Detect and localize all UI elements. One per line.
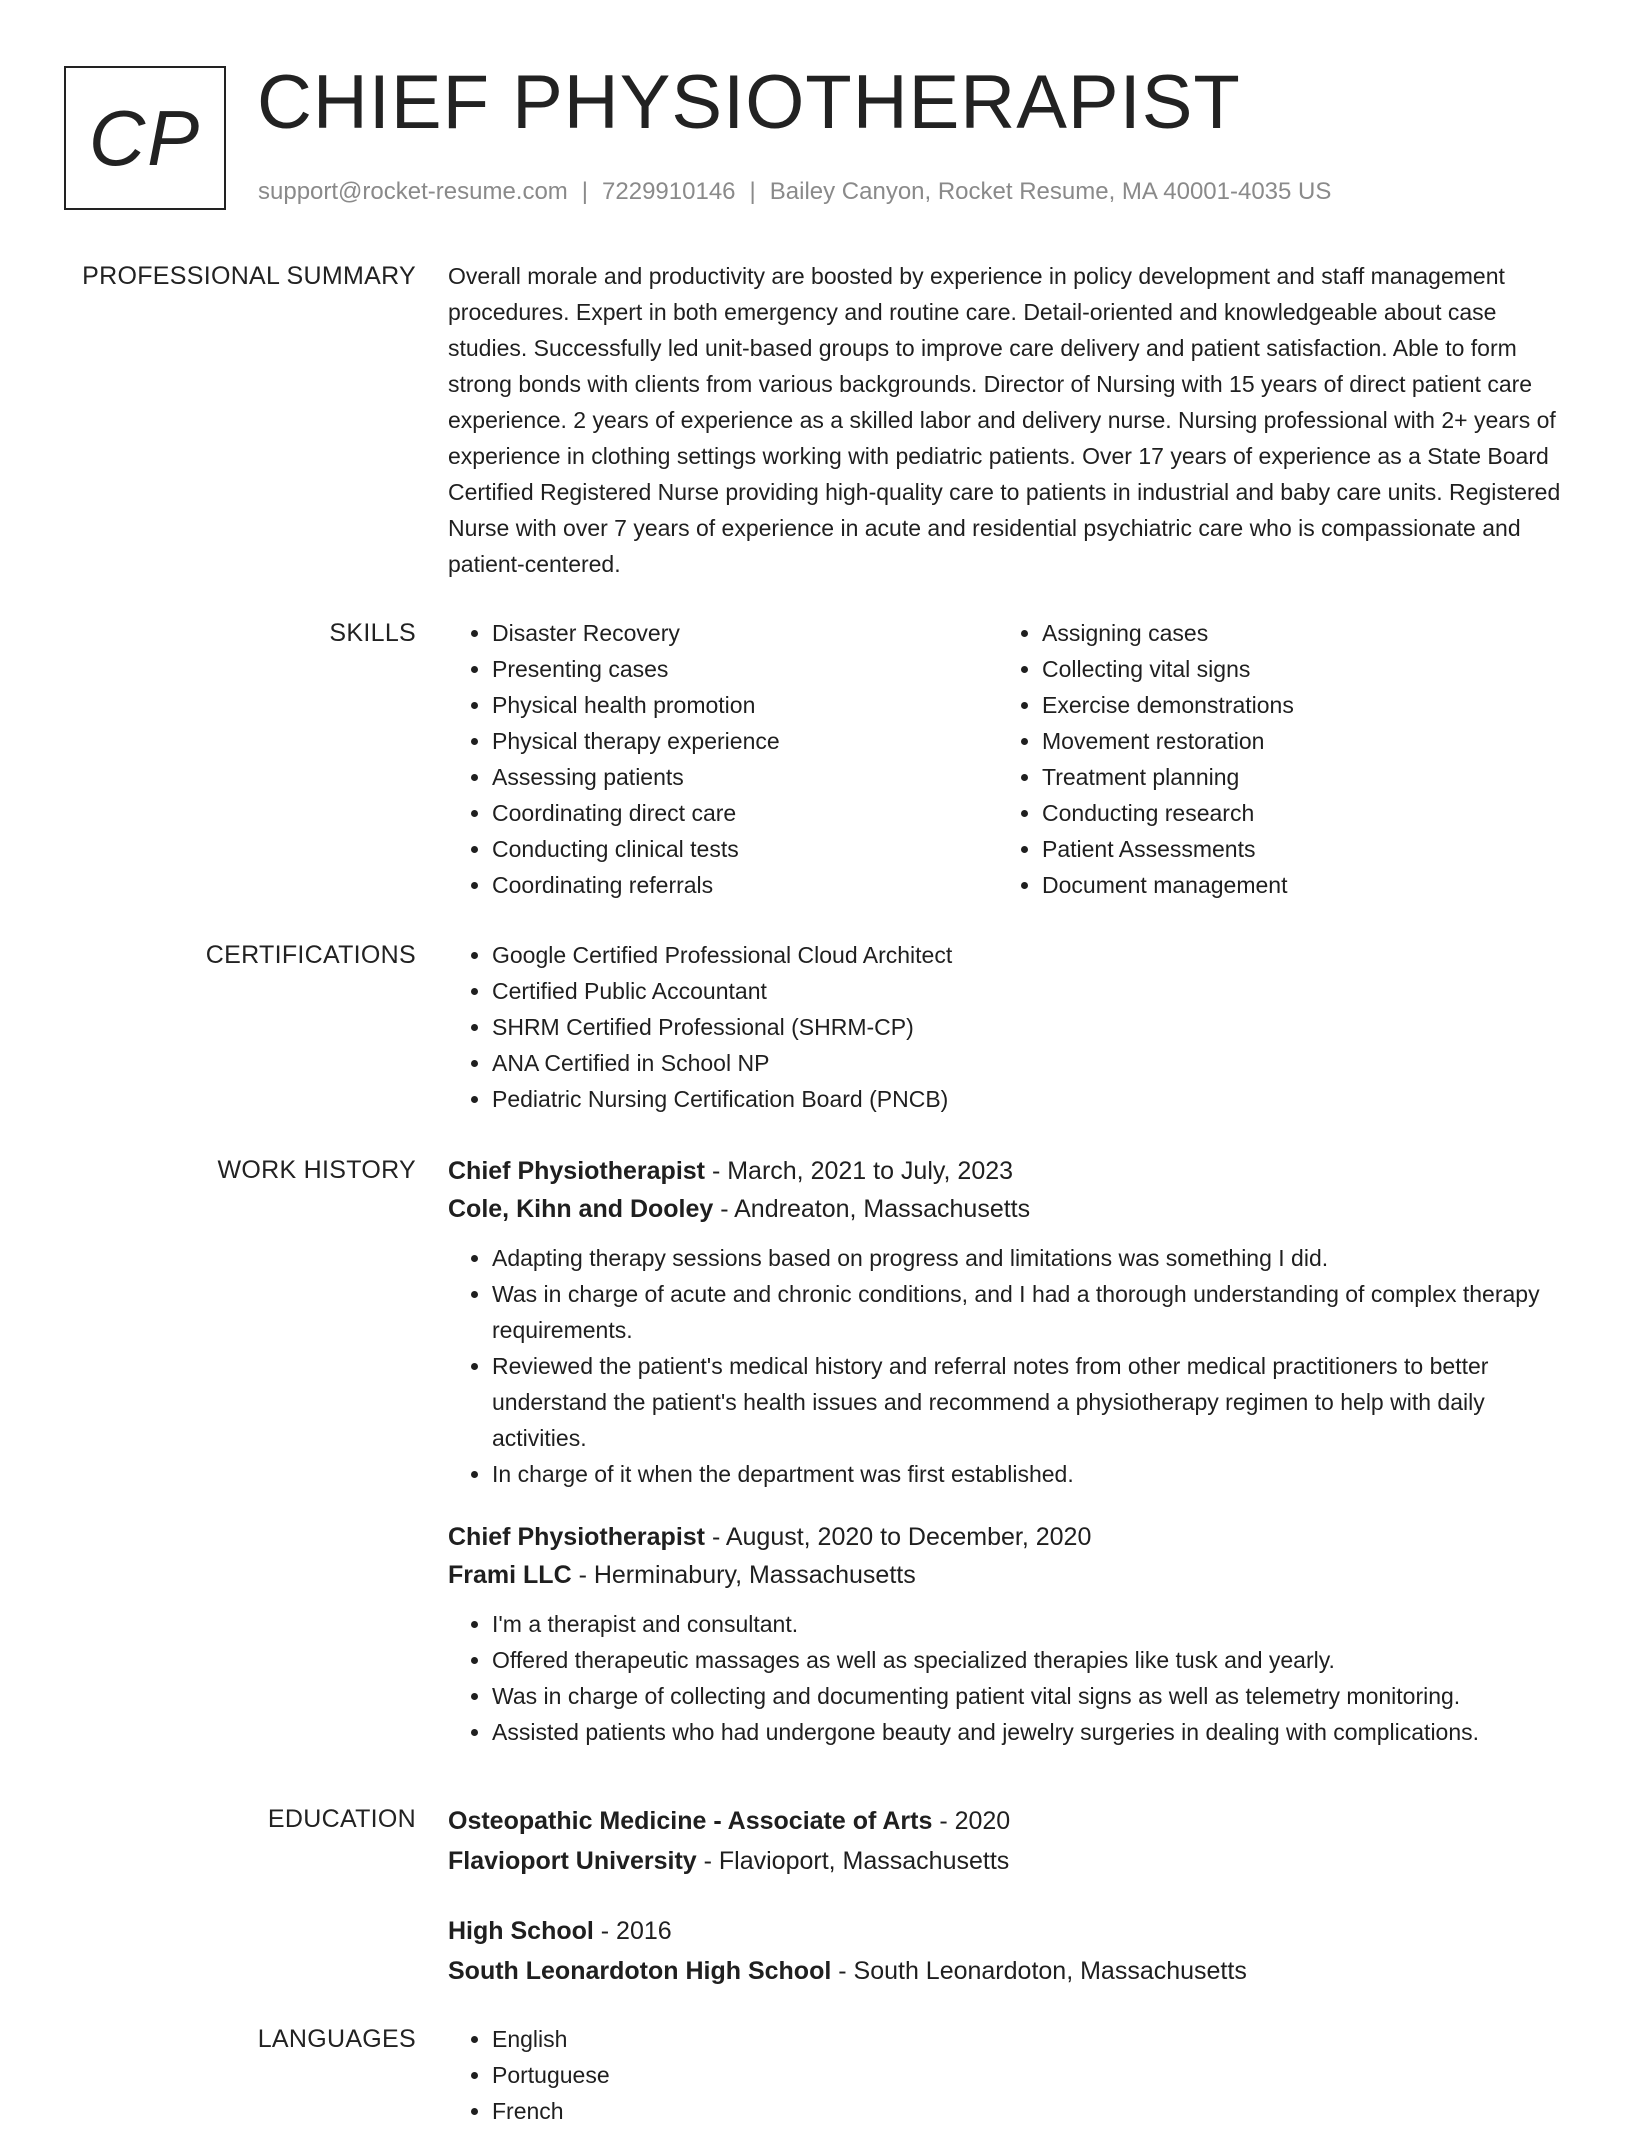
skill-item: • Disaster Recovery [492,615,998,651]
language-item: • English [492,2021,1568,2057]
job-duty: • Assisted patients who had undergone beauty and jewelry surgeries in dealing with complications. [492,1714,1568,1750]
job-duty: • Offered therapeutic massages as well as specialized therapies like tusk and yearly. [492,1642,1568,1678]
certification-item: • ANA Certified in School NP [492,1045,1568,1081]
job-duty: • I'm a therapist and consultant. [492,1606,1568,1642]
languages-list [448,2021,1568,2129]
job-title-line [448,1518,1568,1556]
job-company-line [448,1556,1568,1594]
job-role: Chief Physiotherapist [448,1157,705,1185]
education-degree: High School [448,1917,594,1945]
certification-item: • Pediatric Nursing Certification Board (PNCB) [492,1081,1568,1117]
certification-item: • Certified Public Accountant [492,973,1568,1009]
contact-separator: | [749,178,756,205]
monogram: CP [64,66,226,210]
education-body [448,1801,1568,2021]
skill-item: • Physical therapy experience [492,723,998,759]
skills-body [448,615,1568,903]
skill-item: • Exercise demonstrations [1042,687,1548,723]
education-location: - Flavioport, Massachusetts [696,1847,1010,1875]
section-title-certifications: CERTIFICATIONS [205,941,416,969]
skill-item: • Conducting clinical tests [492,831,998,867]
skills-list-right [998,615,1548,903]
job-entry [448,1152,1568,1492]
education-degree-line [448,1801,1568,1841]
job-duty: • Reviewed the patient's medical history and referral notes from other medical practitioners to better understand the patient's health issues and recommend a physiotherapy regimen to help with daily activities. [492,1348,1568,1456]
job-role: Chief Physiotherapist [448,1523,705,1551]
education-entry [448,1911,1568,1991]
job-dates: - August, 2020 to December, 2020 [705,1523,1092,1551]
address: Bailey Canyon, Rocket Resume, MA 40001-4035 US [769,178,1332,205]
job-duty: • In charge of it when the department was first established. [492,1456,1568,1492]
job-location: - Herminabury, Massachusetts [571,1561,916,1589]
phone[interactable]: 7229910146 [602,178,736,205]
work-body [448,1152,1568,1776]
education-year: - 2016 [593,1917,672,1945]
resume-title: CHIEF PHYSIOTHERAPIST [257,60,1241,145]
job-duty: • Adapting therapy sessions based on progress and limitations was something I did. [492,1240,1568,1276]
language-item: • Portuguese [492,2057,1568,2093]
languages-body [448,2021,1568,2129]
summary-text: Overall morale and productivity are boosted by experience in policy development and staff management procedures. Expert in both emergency and routine care. Detail-oriented and knowledgeable about case studies. Successfully led unit-based groups to improve care delivery and patient satisfaction. Able to form strong bonds with clients from various backgrounds. Director of Nursing with 15 years of direct patient care experience. 2 years of experience as a skilled labor and delivery nurse. Nursing professional with 2+ years of experience in clothing settings working with pediatric patients. Over 17 years of experience as a State Board Certified Registered Nurse providing high-quality care to patients in industrial and baby care units. Registered Nurse with over 7 years of experience in acute and residential psychiatric care who is compassionate and patient-centered. [448,263,1561,577]
education-school-line [448,1951,1568,1991]
skill-item: • Coordinating referrals [492,867,998,903]
skill-item: • Document management [1042,867,1548,903]
skill-item: • Conducting research [1042,795,1548,831]
job-duty: • Was in charge of acute and chronic conditions, and I had a thorough understanding of complex therapy requirements. [492,1276,1568,1348]
skill-item: • Presenting cases [492,651,998,687]
contact-separator: | [581,178,589,205]
skill-item: • Collecting vital signs [1042,651,1548,687]
certification-item: • Google Certified Professional Cloud Architect [492,937,1568,973]
section-title-languages: LANGUAGES [257,2025,416,2053]
education-entry [448,1801,1568,1881]
certification-item: • SHRM Certified Professional (SHRM-CP) [492,1009,1568,1045]
job-dates: - March, 2021 to July, 2023 [705,1157,1014,1185]
education-year: - 2020 [932,1807,1011,1835]
skill-item: • Coordinating direct care [492,795,998,831]
job-duties [448,1240,1568,1492]
language-item: • French [492,2093,1568,2129]
education-degree: Osteopathic Medicine - Associate of Arts [448,1807,933,1835]
education-degree-line [448,1911,1568,1951]
skill-item: • Movement restoration [1042,723,1548,759]
skills-list-left [448,615,998,903]
job-location: - Andreaton, Massachusetts [713,1195,1031,1223]
job-duties [448,1606,1568,1750]
job-entry [448,1518,1568,1750]
education-school: South Leonardoton High School [448,1957,832,1985]
skill-item: • Treatment planning [1042,759,1548,795]
job-company: Cole, Kihn and Dooley [448,1195,714,1223]
job-company: Frami LLC [448,1561,572,1589]
summary-body [448,258,1568,582]
skill-item: • Assessing patients [492,759,998,795]
skill-item: • Assigning cases [1042,615,1548,651]
skill-item: • Patient Assessments [1042,831,1548,867]
section-title-education: EDUCATION [267,1805,416,1833]
education-location: - South Leonardoton, Massachusetts [831,1957,1247,1985]
certifications-list [448,937,1568,1117]
section-title-summary: PROFESSIONAL SUMMARY [82,262,416,290]
job-duty: • Was in charge of collecting and documenting patient vital signs as well as telemetry monitoring. [492,1678,1568,1714]
email[interactable]: support@rocket-resume.com [258,178,568,205]
contact-line [258,176,1331,208]
job-company-line [448,1190,1568,1228]
section-title-work: WORK HISTORY [217,1156,416,1184]
education-school: Flavioport University [448,1847,697,1875]
section-title-skills: SKILLS [329,619,416,647]
certifications-body [448,937,1568,1117]
skill-item: • Physical health promotion [492,687,998,723]
education-school-line [448,1841,1568,1881]
job-title-line [448,1152,1568,1190]
